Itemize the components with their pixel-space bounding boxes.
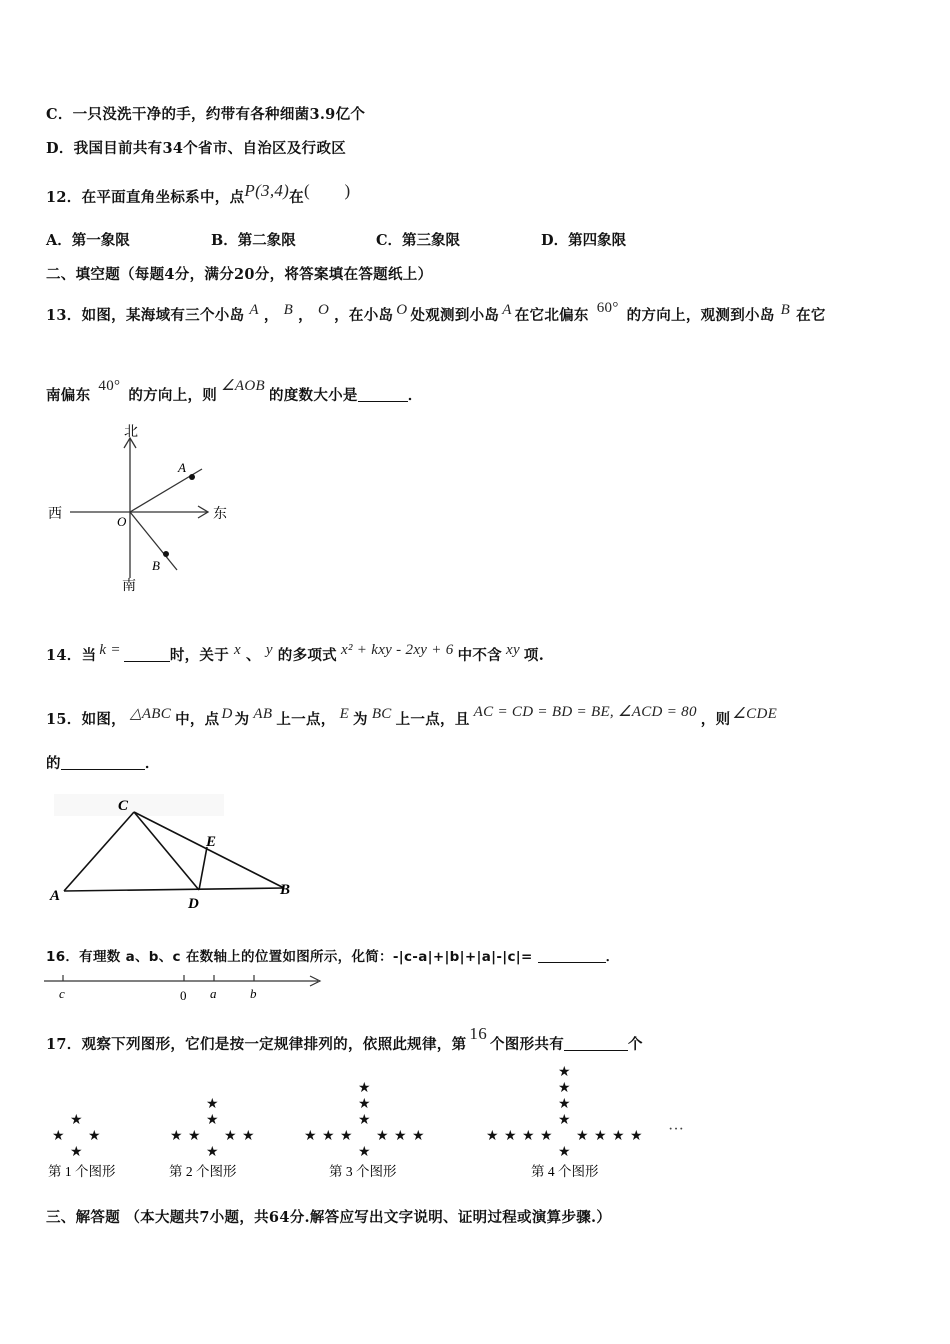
q14-sep: 、 [246,647,261,664]
q14-stem [46,642,544,665]
star-fig4-7: ★ [612,1129,625,1144]
q15-end: ． [144,755,160,772]
q17-answer-blank[interactable] [564,1036,628,1051]
star-fig2-4: ★ [242,1129,255,1144]
segment-ac [64,812,134,891]
star-fig4-3: ★ [522,1129,535,1144]
star-fig2-0: ★ [188,1129,201,1144]
q15-line1 [46,702,779,729]
label-east: 东 [213,507,227,522]
star-fig4-4: ★ [594,1129,607,1144]
q14-k: k = [99,642,121,658]
q17-text-2: 个图形共有 [490,1036,564,1053]
q17-stem [46,1024,643,1054]
q14-text-2: 时，关于 [169,647,230,664]
q16-end: ． [605,949,620,965]
star-fig3-1: ★ [376,1129,389,1144]
star-fig3-9: ★ [358,1145,371,1160]
q15-text-8: 的 [46,755,61,772]
label-a: A [178,460,186,475]
star-fig1-2: ★ [70,1113,83,1128]
label-a: A [50,888,61,904]
q14-answer-blank[interactable] [124,647,170,662]
q13-end: ． [407,387,423,404]
q14-xy: xy [505,642,520,658]
q15-angle-cde: ∠CDE [732,706,778,722]
label-south: 南 [122,579,136,594]
q13-line2 [46,376,423,405]
q15-text-2: 中，点 [175,711,220,728]
star-fig3-5: ★ [358,1097,371,1112]
q13-A-1: A [249,302,259,318]
q13-comma-1: ， [263,307,279,324]
caption-figure-2: 第 2 个图形 [169,1164,237,1179]
section-2-heading: 二、填空题（每题4分，满分20分，将答案填在答题纸上） [46,266,433,283]
star-fig3-4: ★ [394,1129,407,1144]
star-fig1-0: ★ [52,1129,65,1144]
q14-text-1: 14．当 [46,647,97,664]
star-fig2-2: ★ [206,1113,219,1128]
q13-O-1: O [317,302,330,318]
star-fig4-12: ★ [558,1145,571,1160]
q13-text-3: 处观测到小岛 [410,307,500,324]
star-fig4-5: ★ [558,1097,571,1112]
star-fig3-7: ★ [412,1129,425,1144]
q15-AB: AB [253,706,273,722]
q12-option-d: D．第四象限 [541,232,627,249]
q14-text-5: 项. [523,647,545,664]
q17-n: 16 [469,1024,487,1043]
q17-text-1: 17．观察下列图形，它们是按一定规律排列的，依照此规律，第 [46,1036,467,1053]
star-fig4-8: ★ [558,1081,571,1096]
star-fig4-1: ★ [576,1129,589,1144]
q13-text-7: 南偏东 [46,387,91,404]
q13-O-2: O [396,302,408,318]
star-fig4-9: ★ [486,1129,499,1144]
label-zero: 0 [180,988,187,1003]
q16-text: 16．有理数 a、b、c 在数轴上的位置如图所示，化简：-|c-a|+|b|+|a|-|c|= [46,949,533,965]
caption-figure-4: 第 4 个图形 [531,1164,599,1179]
star-fig4-2: ★ [558,1113,571,1128]
q13-angle-60: 60° [596,300,619,316]
q14-polynomial: x² + kxy - 2xy + 6 [340,642,454,658]
label-c: C [118,798,129,814]
label-b: B [280,882,291,898]
label-e: E [206,834,217,850]
q14-y: y [265,642,273,658]
label-c: c [59,986,65,1001]
q13-A-2: A [502,302,512,318]
star-fig4-0: ★ [540,1129,553,1144]
label-a: a [210,986,217,1001]
q13-comma-2: ， [298,307,313,324]
star-fig3-3: ★ [322,1129,335,1144]
caption-figure-1: 第 1 个图形 [48,1164,116,1179]
q16-number-line [40,970,330,1006]
q15-E: E [339,706,350,722]
star-fig2-6: ★ [206,1145,219,1160]
star-fig1-1: ★ [88,1129,101,1144]
point-b [163,551,169,557]
segment-de [199,847,207,890]
scan-smudge [54,794,224,816]
q15-text-1: 15．如图， [46,711,126,728]
q12-stem [46,176,351,207]
q15-D: D [221,706,233,722]
q12-option-b: B．第二象限 [211,232,296,249]
ellipsis: ··· [668,1121,684,1138]
star-fig3-2: ★ [358,1113,371,1128]
q12-option-c: C．第三象限 [376,232,461,249]
q13-angle-40: 40° [98,378,121,394]
segment-cd [134,812,199,890]
q13-compass-figure [44,420,244,600]
caption-figure-3: 第 3 个图形 [329,1164,397,1179]
q13-answer-blank[interactable] [358,387,408,402]
q12-suffix: 在 [289,189,304,206]
q13-text-4: 在它北偏东 [514,307,589,324]
q16-answer-blank[interactable] [538,948,606,963]
star-fig2-5: ★ [206,1097,219,1112]
section-3-heading: 三、解答题 （本大题共7小题，共64分.解答应写出文字说明、证明过程或演算步骤.） [46,1209,612,1226]
star-fig2-3: ★ [170,1129,183,1144]
star-fig3-0: ★ [340,1129,353,1144]
segment-cb [134,812,284,888]
q12-option-a: A．第一象限 [46,232,130,249]
q12-point: P(3,4) [244,181,290,200]
star-fig1-3: ★ [70,1145,83,1160]
q16-stem [46,945,619,965]
q15-text-6: 上一点，且 [395,711,470,728]
q15-text-4: 上一点， [276,711,336,728]
q15-text-5: 为 [353,711,368,728]
q13-text-6: 在它 [796,307,826,324]
q17-star-patterns [40,1062,720,1187]
star-fig4-11: ★ [558,1065,571,1080]
star-fig3-8: ★ [358,1081,371,1096]
q13-text-5: 的方向上，观测到小岛 [626,307,775,324]
label-o: O [117,514,127,529]
q14-text-3: 的多项式 [277,647,337,664]
star-fig2-1: ★ [224,1129,237,1144]
q14-x: x [234,642,241,658]
q13-text-2: ，在小岛 [334,307,394,324]
q11-option-d: D．我国目前共有34个省市、自治区及行政区 [46,140,347,157]
q13-text-9: 的度数大小是 [268,387,358,404]
q15-triangle-figure [44,790,304,920]
label-west: 西 [48,507,62,522]
q15-triangle: △ABC [129,706,172,722]
q17-text-3: 个 [628,1036,643,1053]
label-b: B [152,558,160,573]
star-fig4-6: ★ [504,1129,517,1144]
label-d: D [188,896,199,912]
q15-line2 [46,752,160,773]
q12-prefix: 12．在平面直角坐标系中，点 [46,189,245,206]
q13-B-1: B [283,302,294,318]
q14-text-4: 中不含 [457,647,502,664]
q13-text-8: 的方向上，则 [128,387,218,404]
q12-paren: ( ) [303,181,351,200]
q13-line1 [46,300,826,325]
q15-text-7: ，则 [700,711,731,728]
segment-ab [64,888,284,891]
q13-text-1: 13．如图，某海域有三个小岛 [46,307,245,324]
label-b: b [250,986,257,1001]
q15-BC: BC [371,706,392,722]
q15-condition: AC = CD = BD = BE, ∠ACD = 80 [473,704,697,720]
q13-B-2: B [780,302,791,318]
point-a [189,474,195,480]
star-fig3-6: ★ [304,1129,317,1144]
q15-answer-blank[interactable] [61,755,145,770]
q13-angle-aob: ∠AOB [221,378,265,394]
label-north: 北 [124,425,138,440]
q11-option-c: C．一只没洗干净的手，约带有各种细菌3.9亿个 [46,106,366,123]
star-fig4-10: ★ [630,1129,643,1144]
q15-text-3: 为 [234,711,250,728]
